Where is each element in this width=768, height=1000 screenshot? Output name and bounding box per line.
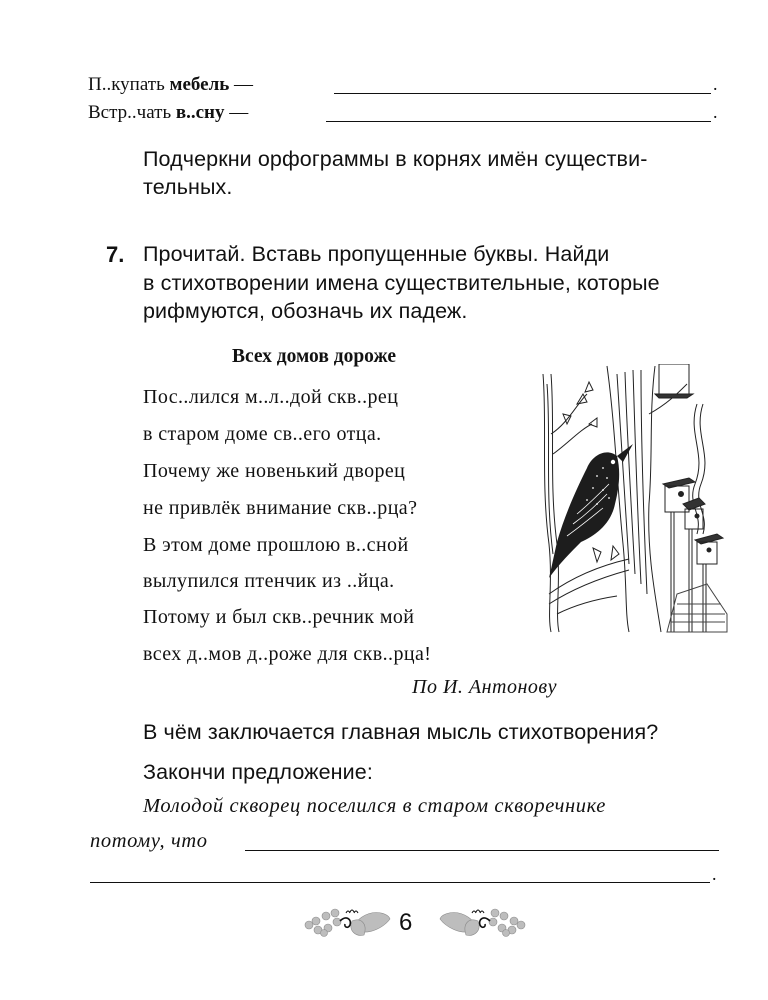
exercise-dash: — — [229, 74, 254, 95]
berry-leaf-ornament-left-icon — [304, 903, 394, 943]
line-end-period: . — [713, 74, 718, 94]
poem-title: Всех домов дороже — [232, 346, 396, 367]
exercise-line-1 — [88, 74, 253, 96]
page-number: 6 — [399, 909, 413, 936]
question-finish-sentence: Закончи предложение: — [143, 760, 373, 784]
poem-attribution: По И. Антонову — [412, 676, 557, 698]
poem-line: всех д..мов д..роже для скв..рца! — [143, 643, 432, 665]
poem-line: не привлёк внимание скв..рца? — [143, 497, 418, 519]
poem-line: В этом доме прошлою в..сной — [143, 534, 409, 556]
task-number: 7. — [106, 242, 125, 267]
line-end-period: . — [713, 102, 718, 122]
task-text: Прочитай. Вставь пропущенные буквы. Найди — [143, 242, 610, 266]
question-main-idea: В чём заключается главная мысль стихотворения? — [143, 720, 659, 744]
instruction-text: тельных. — [143, 175, 233, 199]
poem-line: Почему же новенький дворец — [143, 460, 406, 482]
berry-leaf-ornament-right-icon — [436, 903, 526, 943]
poem-line: в старом доме св..его отца. — [143, 423, 382, 445]
poem-line: вылупился птенчик из ..йца. — [143, 570, 395, 592]
answer-blank-2[interactable] — [326, 121, 711, 122]
sentence-continuation: потому, что — [90, 830, 208, 852]
exercise-dash: — — [224, 102, 249, 123]
exercise-word: П..купать — [88, 74, 170, 95]
answer-blank-1[interactable] — [334, 93, 711, 94]
instruction-text: Подчеркни орфограммы в корнях имён существи- — [143, 147, 648, 171]
line-end-period: . — [712, 864, 717, 884]
task-text: рифмуются, обозначь их падеж. — [143, 299, 468, 323]
answer-blank-4[interactable] — [90, 882, 710, 883]
exercise-line-2 — [88, 102, 248, 124]
poem-line: Пос..лился м..л..дой скв..рец — [143, 386, 399, 408]
answer-blank-3[interactable] — [245, 850, 719, 851]
exercise-word: Встр..чать — [88, 102, 176, 123]
exercise-bold-word: в..сну — [175, 102, 225, 123]
poem-line: Потому и был скв..речник мой — [143, 606, 415, 628]
task-text: в стихотворении имена существительные, которые — [143, 271, 660, 295]
sentence-start: Молодой скворец поселился в старом скворечнике — [143, 795, 607, 817]
starling-illustration — [537, 364, 731, 634]
exercise-bold-word: мебель — [169, 74, 230, 95]
